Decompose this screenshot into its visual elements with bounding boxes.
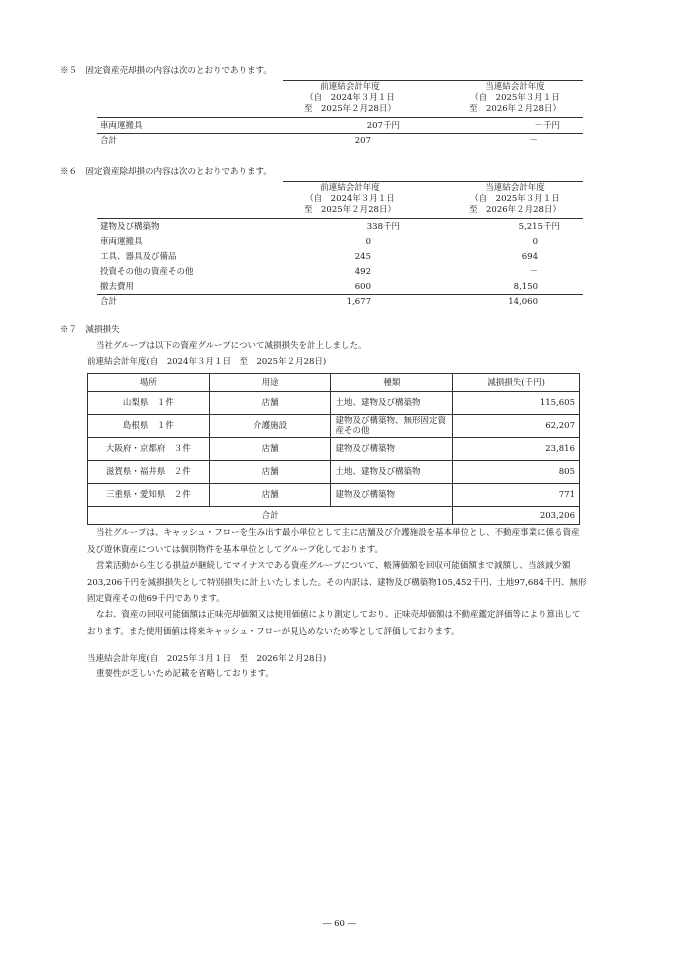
note5-header-top-rule [283, 80, 583, 81]
note6-row-prev: 0 [365, 237, 371, 247]
note6-row-prev: 245 [354, 252, 371, 262]
note6-col-prev-header [290, 183, 410, 216]
note6-row-prev: 338千円 [366, 222, 400, 232]
note7-title: ※７ 減損損失 [60, 325, 120, 335]
cell-use: 店舗 [209, 461, 331, 484]
table-row [88, 392, 580, 415]
cell-place: 三重県・愛知県 ２件 [88, 484, 210, 507]
cell-loss: 805 [453, 461, 580, 484]
paragraph-recoverable-amount: なお、資産の回収可能価額は正味売却価額又は使用価値により測定しており、正味売却価額は不動産鑑定評価等により算出しております。また使用価値は将来キャッシュ・フローが見込めないため零として評価しております。 [87, 610, 581, 637]
note5-row-prev: 207千円 [366, 121, 400, 131]
table-row [88, 415, 580, 438]
paragraph-grouping: 当社グループは、キャッシュ・フローを生み出す最小単位として主に店舗及び介護施設を基本単位とし、不動産事業に係る資産及び遊休資産については個別物件を基本単位としてグループ化しております。 [87, 528, 580, 555]
note5-total-rule [97, 133, 583, 134]
note5-col-prev-line1: 前連結会計年度 [320, 82, 380, 92]
cell-place: 大阪府・京都府 ３件 [88, 438, 210, 461]
cell-kind: 建物及び構築物、無形固定資産その他 [331, 415, 453, 438]
note6-row-label: 建物及び構築物 [100, 222, 160, 232]
header-use: 用途 [209, 374, 331, 392]
note6-row-label: 車両運搬具 [100, 237, 143, 247]
note5-row-label: 車両運搬具 [100, 121, 143, 131]
cell-place: 山梨県 １件 [88, 392, 210, 415]
note6-row-curr: 0 [532, 237, 538, 247]
header-kind: 種類 [331, 374, 453, 392]
paragraph-impairment-detail: 営業活動から生じる損益が継続してマイナスである資産グループについて、帳簿価額を回収可能価額まで減額し、当該減少額203,206千円を減損損失として特別損失に計上いたしました。その内訳は、建物及び構築物105,452千円、土地97,684千円、無形固定資産その他69千円であります。 [87, 561, 587, 604]
note6-col-curr-line3: 至 2026年２月28日） [469, 205, 561, 215]
note7-intro: 当社グループは以下の資産グループについて減損損失を計上しました。 [96, 341, 367, 351]
note5-col-curr-header [455, 82, 575, 115]
note6-header-top-rule [283, 181, 583, 182]
impairment-header-row [88, 374, 580, 392]
note6-header-bottom-rule [97, 218, 583, 219]
note6-total-label: 合計 [100, 297, 118, 307]
cell-use: 店舗 [209, 484, 331, 507]
note6-col-prev-line1: 前連結会計年度 [320, 183, 380, 193]
note5-row-curr: －千円 [534, 121, 560, 131]
table-row [88, 438, 580, 461]
page-number: ― 60 ― [322, 919, 357, 929]
cell-use: 店舗 [209, 438, 331, 461]
note6-title: ※６ 固定資産除却損の内容は次のとおりであります。 [60, 167, 272, 177]
total-value: 203,206 [453, 507, 580, 525]
cell-kind: 建物及び構築物 [331, 484, 453, 507]
note5-title: ※５ 固定資産売却損の内容は次のとおりであります。 [60, 66, 272, 76]
note6-row-curr: 5,215千円 [518, 222, 560, 232]
note6-col-curr-line1: 当連結会計年度 [485, 183, 545, 193]
cell-loss: 23,816 [453, 438, 580, 461]
note6-col-prev-line2: （自 2024年３月１日 [305, 194, 395, 204]
cell-loss: 771 [453, 484, 580, 507]
cell-kind: 建物及び構築物 [331, 438, 453, 461]
header-loss: 減損損失(千円) [453, 374, 580, 392]
cell-loss: 115,605 [453, 392, 580, 415]
note6-total-rule [97, 294, 583, 295]
note6-row-prev: 492 [354, 267, 371, 277]
note6-row-prev: 600 [354, 282, 371, 292]
note6-total-prev: 1,677 [346, 297, 371, 307]
note7-period-label: 前連結会計年度(自 2024年３月１日 至 2025年２月28日) [87, 357, 327, 367]
note5-col-curr-line3: 至 2026年２月28日） [469, 104, 561, 114]
note5-col-curr-line2: （自 2025年３月１日 [470, 93, 560, 103]
note5-col-prev-line3: 至 2025年２月28日） [304, 104, 396, 114]
impairment-table [87, 373, 580, 525]
note5-total-prev: 207 [354, 136, 371, 146]
cell-place: 島根県 １件 [88, 415, 210, 438]
note5-col-curr-line1: 当連結会計年度 [485, 82, 545, 92]
impairment-total-row [88, 507, 580, 525]
cell-loss: 62,207 [453, 415, 580, 438]
cell-kind: 土地、建物及び構築物 [331, 461, 453, 484]
note5-header-bottom-rule [97, 117, 583, 118]
current-period-note: 重要性が乏しいため記載を省略しております。 [96, 669, 274, 679]
note5-col-prev-header [290, 82, 410, 115]
note6-col-curr-header [455, 183, 575, 216]
note5-total-curr: － [529, 136, 538, 146]
cell-place: 滋賀県・福井県 ２件 [88, 461, 210, 484]
note6-row-label: 撤去費用 [100, 282, 135, 292]
note5-total-label: 合計 [100, 136, 118, 146]
note6-row-curr: 8,150 [513, 282, 538, 292]
table-row [88, 484, 580, 507]
current-period-label: 当連結会計年度(自 2025年３月１日 至 2026年２月28日) [87, 654, 327, 664]
cell-use: 店舗 [209, 392, 331, 415]
total-label: 合計 [88, 507, 453, 525]
cell-use: 介護施設 [209, 415, 331, 438]
table-row [88, 461, 580, 484]
note6-row-curr: 694 [521, 252, 538, 262]
note6-row-curr: － [529, 267, 538, 277]
header-place: 場所 [88, 374, 210, 392]
note6-col-prev-line3: 至 2025年２月28日） [304, 205, 396, 215]
note6-row-label: 投資その他の資産その他 [100, 267, 194, 277]
note6-total-curr: 14,060 [508, 297, 538, 307]
note5-col-prev-line2: （自 2024年３月１日 [305, 93, 395, 103]
note6-col-curr-line2: （自 2025年３月１日 [470, 194, 560, 204]
cell-kind: 土地、建物及び構築物 [331, 392, 453, 415]
note6-row-label: 工具、器具及び備品 [100, 252, 177, 262]
